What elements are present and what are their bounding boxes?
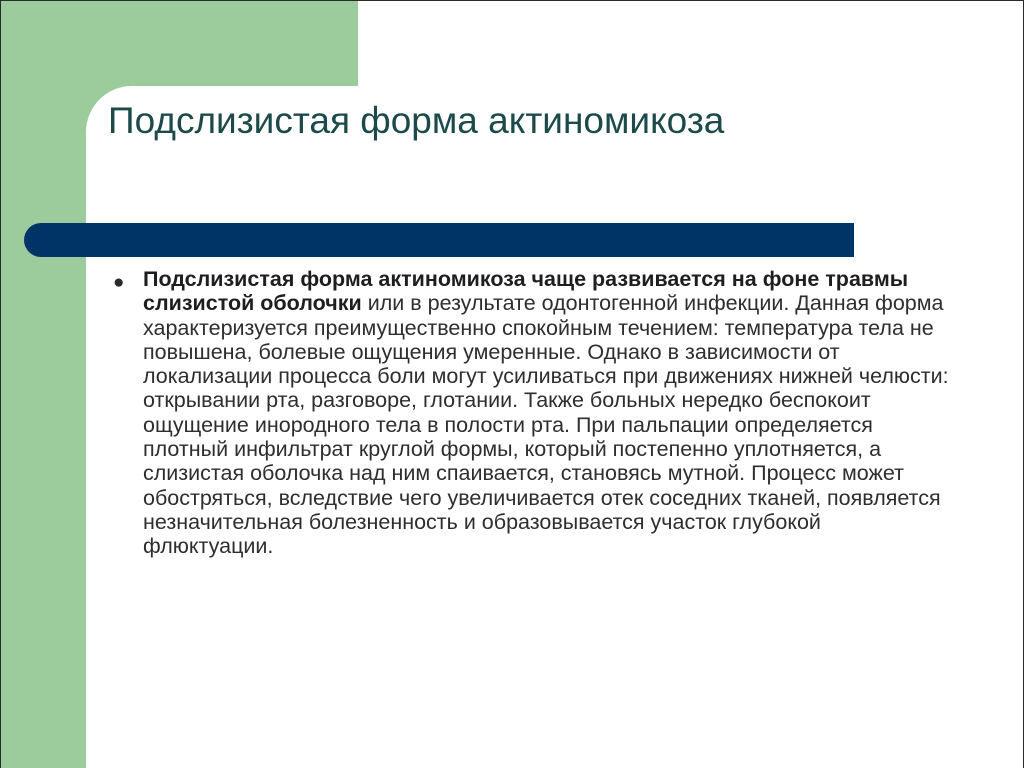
bullet-icon: ● (113, 272, 125, 293)
body-paragraph (143, 267, 953, 559)
body-bold-text: Подслизистая форма актиномикоза чаще развивается на фоне травмы слизистой оболочки (143, 267, 909, 316)
title-divider-bar (24, 223, 854, 257)
frame-border-left (0, 0, 1, 768)
body-regular-text: или в результате одонтогенной инфекции. Данная форма характеризуется преимущественно спокойным течением: температура тела не повышена, болевые ощущения умеренные. Однако в зависимости от локализации процесса боли могут усиливаться при движениях нижней челюсти: открывании рта, разговоре, глотании. Также больных нередко беспокоит ощущение инородного тела в полости рта. При пальпации определяется плотный инфильтрат круглой формы, который постепенно уплотняется, а слизистая оболочка над ним спаивается, становясь мутной. Процесс может обостряться, вследствие чего увеличивается отек соседних тканей, появляется незначительная болезненность и образовывается участок глубокой флюктуации. (143, 291, 949, 559)
slide-title: Подслизистая форма актиномикоза (108, 100, 725, 141)
frame-border-top (0, 0, 1024, 1)
